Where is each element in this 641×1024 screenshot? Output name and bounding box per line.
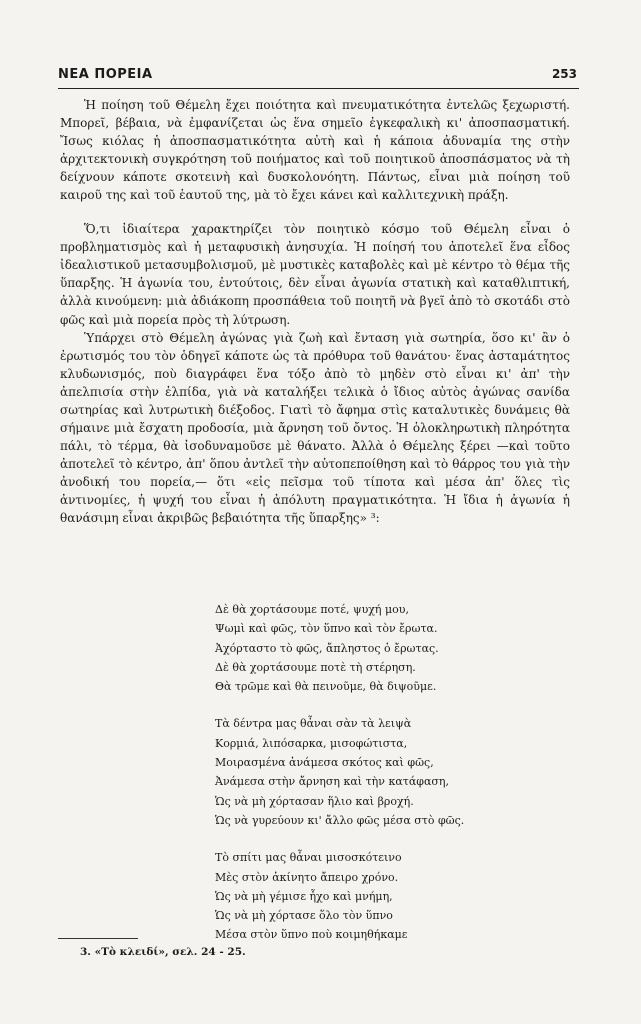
journal-title: ΝΕΑ ΠΟΡΕΙΑ xyxy=(58,67,153,82)
poem-line: Ἀνάμεσα στὴν ἄρνηση καὶ τὴν κατάφαση, xyxy=(215,775,449,789)
page-number: 253 xyxy=(551,67,577,81)
paragraph: Ὅ,τι ἰδιαίτερα χαρακτηρίζει τὸν ποιητικὸ κόσμο τοῦ Θέμελη εἶναι ὁ προβληματισμὸς καὶ ἡ μεταφυσικὴ ἀνησυχία. Ἡ ποίησή του ἀποτελεῖ ἕνα εἶδος ἰδεαλιστικοῦ μετασυμβολισμοῦ, μὲ μυστικὲς καταβολὲς καὶ μὲ κέντρο τὸ θέμα τῆς ὕπαρξης. Ἡ ἀγωνία του, ἐντούτοις, δὲν εἶναι ἀγωνία στατικὴ καὶ καταθλιπτική, ἀλλὰ κινούμενη: μιὰ ἀδιάκοπη προσπάθεια τοῦ ποιητῆ νὰ βγεῖ ἀπὸ τὸ σκοτάδι στὸ φῶς καὶ μιὰ πορεία πρὸς τὴ λύτρωση. xyxy=(60,222,570,327)
paragraph: Ἡ ποίηση τοῦ Θέμελη ἔχει ποιότητα καὶ πνευματικότητα ἐντελῶς ξεχωριστή. Μπορεῖ, βέβαια, νὰ ἐμφανίζεται ὡς ἕνα σημεῖο ἐγκεφαλικὴ κι' ἀποσπασματική. Ἴσως κιόλας ἡ ἀποσπασματικότητα αὐτὴ καὶ ἡ κάποια ἀδυναμία της στὴν ἀρχιτεκτονικὴ συγκρότηση τοῦ ποιήματος καὶ τοῦ ποιητικοῦ ἀποσπάσματος νὰ τὴ δείχνουν κάποτε σκοτεινὴ καὶ δυσκολονόητη. Πάντως, εἶναι μιὰ ποίηση τοῦ καιροῦ της καὶ τοῦ ἑαυτοῦ της, μὰ τὸ ἔχει κάνει καὶ καλλιτεχνικὴ πράξη. xyxy=(60,98,570,203)
poem-line: Μὲς στὸν ἀκίνητο ἄπειρο χρόνο. xyxy=(215,870,399,884)
poem-stanza xyxy=(215,600,464,696)
poem-line: Ἀχόρταστο τὸ φῶς, ἄπληστος ὁ ἔρωτας. xyxy=(215,641,439,655)
running-header xyxy=(58,64,579,89)
poem-line: Μέσα στὸν ὕπνο ποὺ κοιμηθήκαμε xyxy=(215,928,408,942)
poem-line: Ψωμὶ καὶ φῶς, τὸν ὕπνο καὶ τὸν ἔρωτα. xyxy=(215,622,438,636)
poem-quotation xyxy=(215,600,464,963)
paragraph: Ὑπάρχει στὸ Θέμελη ἀγώνας γιὰ ζωὴ καὶ ἔνταση γιὰ σωτηρία, ὅσο κι' ἂν ὁ ἐρωτισμός του τὸν ὁδηγεῖ κάποτε ὡς τὰ πρόθυρα τοῦ θανάτου· ἕνας ἀσταμάτητος κλυδωνισμός, ποὺ διαγράφει ἕνα τόξο ἀπὸ τὸ μηδὲν στὸ εἶναι κι' ἀπ' τὴν ἀπελπισία στὴν ἐλπίδα, γιὰ νὰ καταλήξει τελικὰ ὁ ἴδιος αὐτὸς ἀγώνας σανίδα σωτηρίας καὶ λυτρωτικὴ διέξοδος. Γιατὶ τὸ ἄφημα στὶς καταλυτικὲς δυνάμεις θὰ σήμαινε μιὰ ἔσχατη προδοσία, μιὰ ἄρνηση τοῦ ὄντος. Ἡ ὁλοκληρωτικὴ πληρότητα πάλι, τὸ τέρμα, θὰ ἰσοδυναμοῦσε μὲ θάνατο. Ἀλλὰ ὁ Θέμελης ξέρει —καὶ τοῦτο ἀποτελεῖ τὸ κέντρο, ἀπ' ὅπου ἀντλεῖ τὴν αὐτοπεποίθηση καὶ τὸ θάρρος του γιὰ τὴν ἀνοδική του πορεία,— ὅτι «εἰς πεῖσμα τοῦ τίποτα καὶ μέσα ἀπ' ὅλες τὶς ἀντινομίες, ἡ ψυχή του εἶναι ἡ ἀπόλυτη πραγματικότητα. Ἡ ἴδια ἡ ἀγωνία ἡ θανάσιμη εἶναι ἀκριβῶς βεβαιότητα τῆς ὕπαρξης» ³: xyxy=(60,330,570,526)
poem-line: Ὡς νὰ μὴ χόρτασε ὅλο τὸν ὕπνο xyxy=(215,909,393,923)
poem-line: Τὰ δέντρα μας θἆναι σὰν τὰ λειψὰ xyxy=(215,717,412,731)
poem-line: Τὸ σπίτι μας θἆναι μισοσκότεινο xyxy=(215,851,402,865)
poem-line: Κορμιά, λιπόσαρκα, μισοφώτιστα, xyxy=(215,736,408,750)
poem-line: Δὲ θὰ χορτάσουμε ποτὲ τὴ στέρηση. xyxy=(215,660,416,674)
poem-line: Θὰ τρῶμε καὶ θὰ πεινοῦμε, θὰ διψοῦμε. xyxy=(215,680,437,694)
poem-line: Ὡς νὰ μὴ χόρτασαν ἥλιο καὶ βροχή. xyxy=(215,794,414,808)
poem-line: Ὡς νὰ γυρεύουν κι' ἄλλο φῶς μέσα στὸ φῶς. xyxy=(215,813,465,827)
footnote-divider xyxy=(58,938,138,939)
poem-line: Δὲ θὰ χορτάσουμε ποτέ, ψυχή μου, xyxy=(215,603,409,616)
poem-stanza xyxy=(215,848,464,944)
poem-line: Ὡς νὰ μὴ γέμισε ἦχο καὶ μνήμη, xyxy=(215,889,393,903)
poem-stanza xyxy=(215,714,464,830)
footnote: 3. «Τὸ κλειδί», σελ. 24 - 25. xyxy=(80,946,246,958)
article-body xyxy=(60,96,570,527)
poem-line: Μοιρασμένα ἀνάμεσα σκότος καὶ φῶς, xyxy=(215,756,434,770)
